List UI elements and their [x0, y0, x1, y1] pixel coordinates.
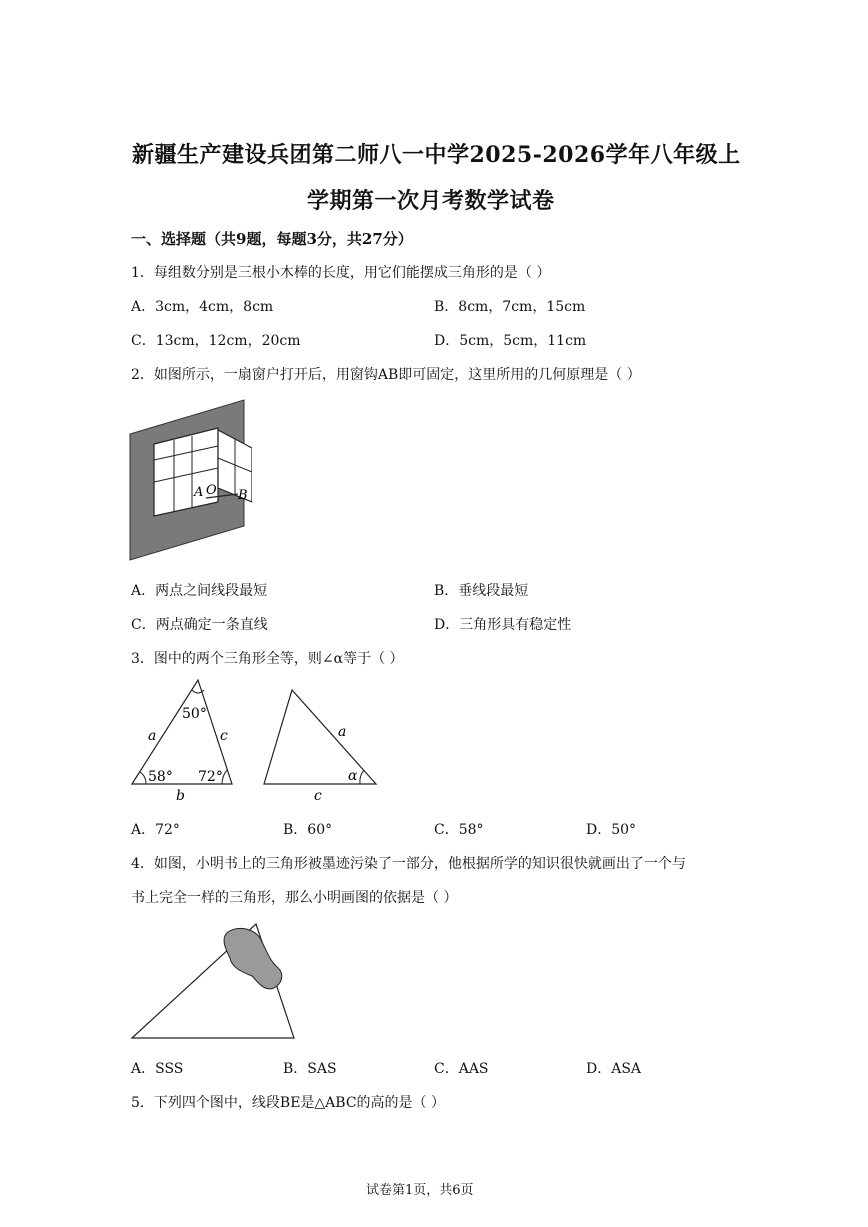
t1-side-b: b	[176, 788, 185, 804]
q1-stem: 1．每组数分别是三根小木棒的长度，用它们能摆成三角形的是（ ）	[131, 265, 551, 281]
q4-option-d: D．ASA	[586, 1061, 642, 1077]
section-heading: 一、选择题（共9题，每题3分，共27分）	[131, 230, 413, 248]
title-line-1: 新疆生产建设兵团第二师八一中学2025-2026学年八年级上	[132, 142, 741, 168]
window-frame	[154, 428, 218, 516]
q2-option-d: D．三角形具有稳定性	[434, 617, 572, 633]
t2-angle-alpha: α	[348, 768, 358, 784]
label-a: A	[194, 485, 204, 500]
q2-option-c: C．两点确定一条直线	[131, 617, 268, 633]
q3-option-b: B．60°	[283, 822, 333, 838]
q1-option-b: B．8cm，7cm，15cm	[434, 299, 586, 315]
q4-option-a: A．SSS	[131, 1061, 184, 1077]
label-o: O	[206, 483, 217, 498]
q1-option-c: C．13cm，12cm，20cm	[131, 333, 301, 349]
q3-stem: 3．图中的两个三角形全等，则∠α等于（ ）	[131, 651, 404, 667]
q3-option-d: D．50°	[586, 822, 637, 838]
q4-option-c: C．AAS	[434, 1061, 489, 1077]
q4-stem-line-1: 4．如图，小明书上的三角形被墨迹污染了一部分，他根据所学的知识很快就画出了一个与	[131, 856, 686, 872]
q1-option-d: D．5cm，5cm，11cm	[434, 333, 587, 349]
triangle-2	[264, 690, 376, 784]
t1-angle-top: 50°	[182, 706, 207, 722]
q4-option-b: B．SAS	[283, 1061, 337, 1077]
q3-triangles-figure	[126, 676, 386, 806]
t1-angle-left: 58°	[148, 769, 173, 785]
q2-stem: 2．如图所示，一扇窗户打开后，用窗钩AB即可固定，这里所用的几何原理是（ ）	[131, 367, 641, 383]
q3-option-a: A．72°	[131, 822, 180, 838]
t2-side-c: c	[314, 788, 322, 804]
q1-option-a: A．3cm，4cm，8cm	[131, 299, 274, 315]
page-footer: 试卷第1页，共6页	[366, 1183, 474, 1198]
q3-option-c: C．58°	[434, 822, 484, 838]
label-b: B	[238, 488, 248, 503]
t1-side-a: a	[148, 728, 157, 744]
q5-stem: 5．下列四个图中，线段BE是△ABC的高的是（ ）	[131, 1095, 446, 1111]
q2-option-a: A．两点之间线段最短	[131, 583, 268, 599]
t2-side-a: a	[338, 724, 347, 740]
t1-side-c: c	[220, 728, 228, 744]
q4-ink-triangle-figure	[128, 920, 298, 1044]
q2-window-figure	[128, 398, 252, 564]
q2-option-b: B．垂线段最短	[434, 583, 529, 599]
title-line-2: 学期第一次月考数学试卷	[307, 188, 555, 214]
ink-blot	[224, 928, 282, 989]
t1-angle-right: 72°	[198, 769, 223, 785]
q4-stem-line-2: 书上完全一样的三角形，那么小明画图的依据是（ ）	[131, 890, 458, 906]
